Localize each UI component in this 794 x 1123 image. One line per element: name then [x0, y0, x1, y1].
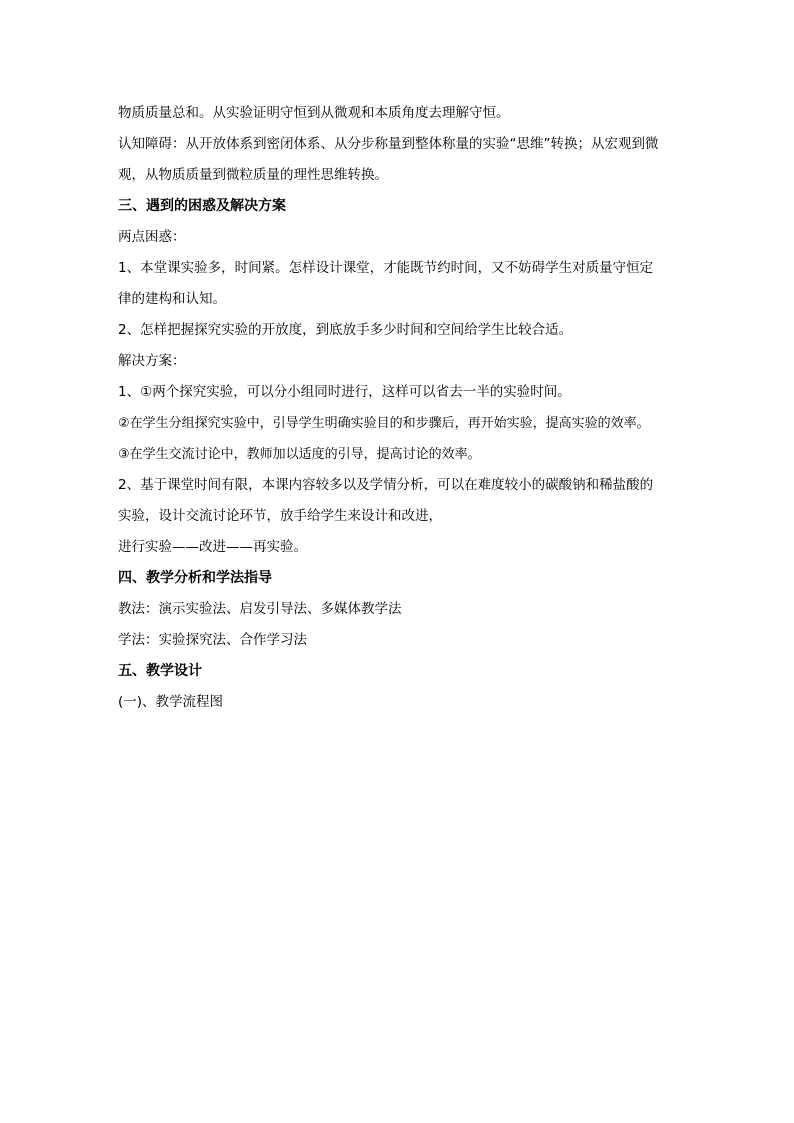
paragraph-line: 实验，设计交流讨论环节，放手给学生来设计和改进， [118, 508, 442, 524]
paragraph-line: 1、①两个探究实验，可以分小组同时进行，这样可以省去一半的实验时间。 [118, 384, 571, 400]
section-heading: 三、遇到的困惑及解决方案 [118, 198, 286, 214]
paragraph-line: 观，从物质质量到微粒质量的理性思维转换。 [118, 167, 388, 183]
paragraph-line: ②在学生分组探究实验中，引导学生明确实验目的和步骤后，再开始实验，提高实验的效率。 [118, 416, 650, 431]
paragraph-line: 律的建构和认知。 [118, 291, 226, 307]
paragraph-line: 教法：演示实验法、启发引导法、多媒体教学法 [118, 601, 402, 617]
document-body [118, 98, 678, 718]
paragraph-line: 学法：实验探究法、合作学习法 [118, 632, 307, 648]
section-heading: 四、教学分析和学法指导 [118, 570, 272, 586]
paragraph-line: 认知障碍：从开放体系到密闭体系、从分步称量到整体称量的实验“思维”转换；从宏观到微 [118, 136, 659, 152]
section-heading: 五、教学设计 [118, 663, 202, 679]
paragraph-line: 进行实验——改进——再实验。 [118, 539, 307, 555]
paragraph-line: 2、怎样把握探究实验的开放度，到底放手多少时间和空间给学生比较合适。 [118, 322, 573, 338]
paragraph-line: 2、基于课堂时间有限，本课内容较多以及学情分析，可以在难度较小的碳酸钠和稀盐酸的 [118, 477, 654, 493]
paragraph-line: 两点困惑： [118, 229, 186, 245]
paragraph-line: (一)、教学流程图 [118, 694, 224, 710]
paragraph-line: 1、本堂课实验多，时间紧。怎样设计课堂，才能既节约时间，又不妨碍学生对质量守恒定 [118, 260, 654, 276]
paragraph-line: 解决方案： [118, 353, 186, 369]
paragraph-line: 物质质量总和。从实验证明守恒到从微观和本质角度去理解守恒。 [118, 105, 510, 121]
paragraph-line: ③在学生交流讨论中，教师加以适度的引导，提高讨论的效率。 [118, 447, 481, 462]
